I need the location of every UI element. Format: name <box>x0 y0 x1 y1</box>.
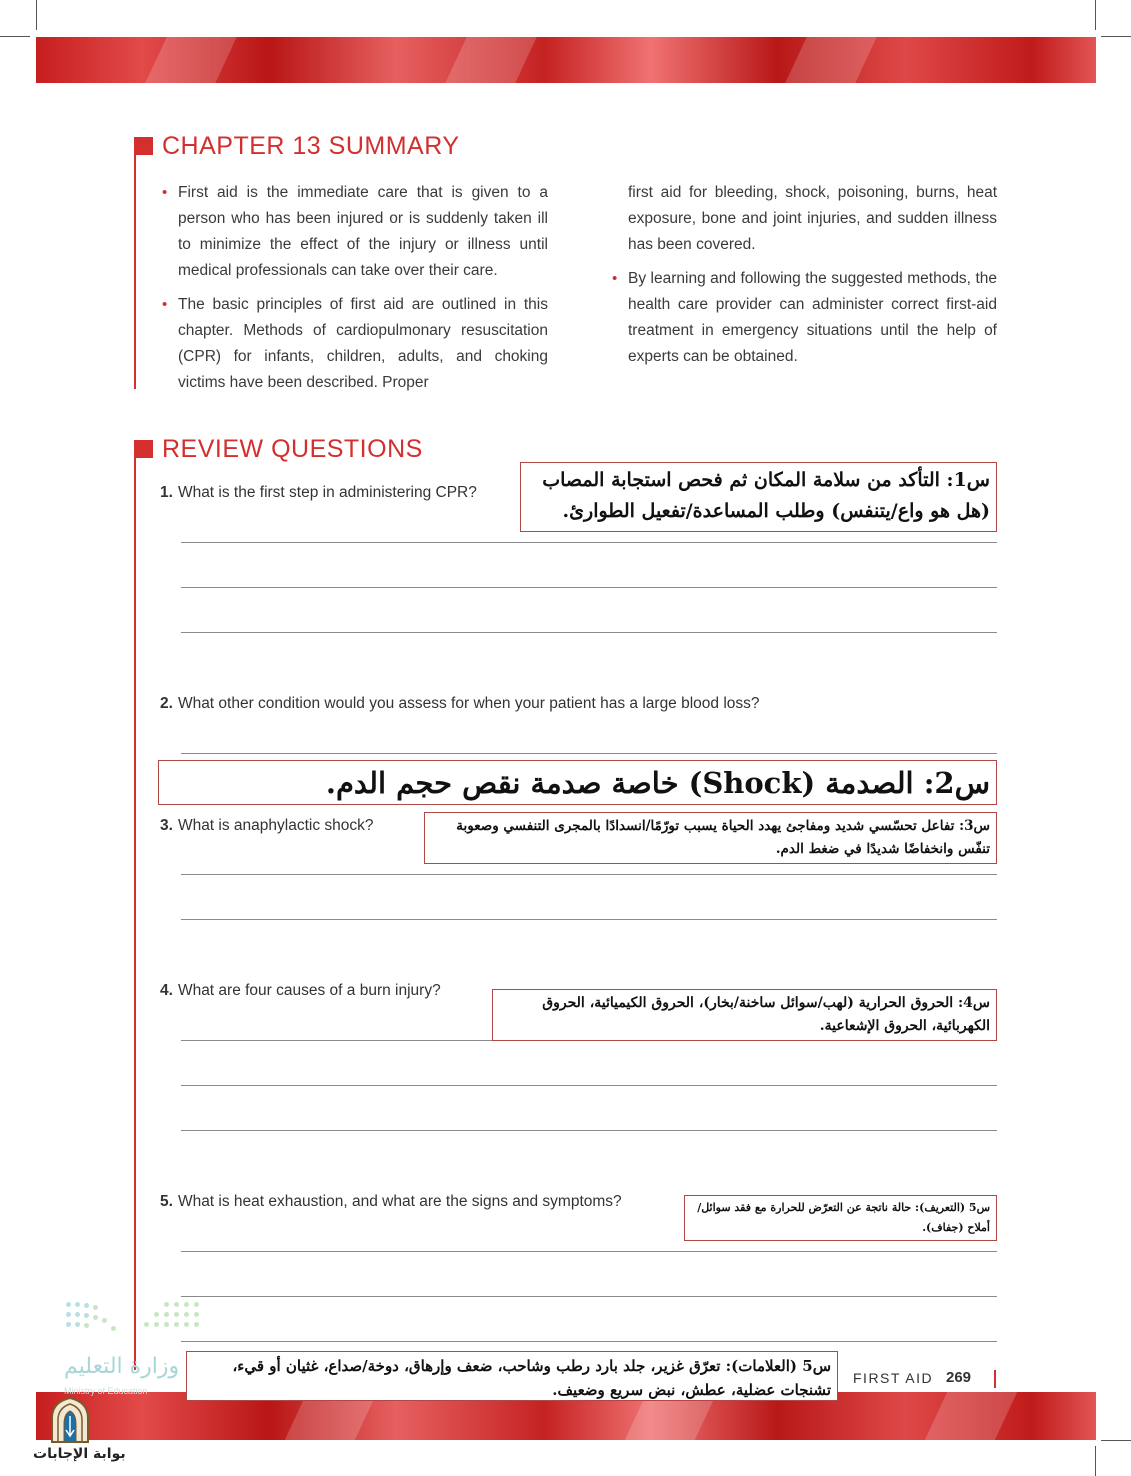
summary-bullet: • By learning and following the suggested methods, the health care provider can administer correct first-aid treatment in emergency situations until the help of experts can be obtained. <box>612 266 997 370</box>
answer-box-2: س2: الصدمة (Shock) خاصة صدمة نقص حجم الدم. <box>158 760 997 805</box>
crop-mark <box>1101 36 1131 37</box>
answer-line[interactable] <box>181 632 997 633</box>
question-4 <box>160 982 441 1000</box>
crop-mark <box>36 0 37 30</box>
summary-title: CHAPTER 13 SUMMARY <box>162 132 460 160</box>
review-title: REVIEW QUESTIONS <box>162 435 423 463</box>
answer-box-5-signs: س5 (العلامات): تعرّق غزير، جلد بارد رطب وشاحب، ضعف وإرهاق، دوخة/صداع، غثيان أو قيء، تشنجات عضلية، عطش، نبض سريع وضعيف. <box>186 1351 838 1401</box>
footer-label: FIRST AID <box>853 1370 934 1386</box>
question-text: What is the first step in administering CPR? <box>177 484 477 501</box>
page-number: 269 <box>946 1369 972 1386</box>
portal-logo-icon <box>48 1396 92 1444</box>
answer-line[interactable] <box>181 1251 997 1252</box>
question-2 <box>160 695 760 713</box>
question-text: What are four causes of a burn injury? <box>177 982 441 999</box>
answer-box-4: س4: الحروق الحرارية (لهب/سوائل ساخنة/بخار)، الحروق الكيميائية، الحروق الكهربائية، الحروق الإشعاعية. <box>492 989 997 1041</box>
question-number: 2. <box>160 695 173 712</box>
footer-bar <box>994 1370 996 1388</box>
summary-continuation: first aid for bleeding, shock, poisoning, burns, heat exposure, bone and joint injuries, and sudden illness has been covered. <box>628 184 997 253</box>
question-text: What is heat exhaustion, and what are the signs and symptoms? <box>177 1193 622 1210</box>
question-number: 4. <box>160 982 173 999</box>
summary-left-column <box>162 180 548 404</box>
summary-right-column <box>612 180 997 378</box>
summary-rule <box>134 137 136 389</box>
section-marker <box>135 440 153 458</box>
answer-line[interactable] <box>181 1085 997 1086</box>
answer-line[interactable] <box>181 874 997 875</box>
crop-mark <box>1095 1446 1096 1476</box>
ministry-logo-text: وزارة التعليم <box>64 1354 180 1379</box>
question-3 <box>160 817 374 835</box>
summary-bullet: • The basic principles of first aid are outlined in this chapter. Methods of cardiopulmonary resuscitation (CPR) for infants, children, adults, and choking victims have been described. Proper <box>162 292 548 396</box>
answer-line[interactable] <box>181 753 997 754</box>
crop-mark <box>1095 0 1096 30</box>
top-banner <box>36 37 1096 83</box>
question-1 <box>160 484 477 502</box>
question-number: 5. <box>160 1193 173 1210</box>
crop-mark <box>0 36 30 37</box>
crop-mark <box>1101 1440 1131 1441</box>
question-number: 3. <box>160 817 173 834</box>
ministry-logo-english: Ministry of Education <box>64 1386 148 1396</box>
answer-line[interactable] <box>181 919 997 920</box>
section-marker <box>135 137 153 155</box>
answer-line[interactable] <box>181 1296 997 1297</box>
summary-bullet: • First aid is the immediate care that is given to a person who has been injured or is suddenly taken ill to minimize the effect of the injury or illness until medical professionals can take over their care. <box>162 180 548 284</box>
answer-box-5-definition: س5 (التعريف): حالة ناتجة عن التعرّض للحرارة مع فقد سوائل/أملاح (جفاف). <box>684 1195 997 1241</box>
answer-line[interactable] <box>181 587 997 588</box>
review-rule <box>134 440 136 1370</box>
question-5 <box>160 1193 622 1211</box>
answer-line[interactable] <box>181 1130 997 1131</box>
question-text: What is anaphylactic shock? <box>177 817 374 834</box>
question-number: 1. <box>160 484 173 501</box>
portal-logo-text: بوابة الإجابات <box>33 1446 126 1462</box>
answer-line[interactable] <box>181 1341 997 1342</box>
answer-box-3: س3: تفاعل تحسّسي شديد ومفاجئ يهدد الحياة يسبب تورّمًا/انسدادًا بالمجرى التنفسي وصعوبة تنفّس وانخفاضًا شديدًا في ضغط الدم. <box>424 812 997 864</box>
ministry-logo-dots <box>64 1300 204 1340</box>
question-text: What other condition would you assess for when your patient has a large blood loss? <box>177 695 760 712</box>
answer-box-1: س1: التأكد من سلامة المكان ثم فحص استجابة المصاب (هل هو واع/يتنفس) وطلب المساعدة/تفعيل الطوارئ. <box>520 462 997 532</box>
answer-line[interactable] <box>181 542 997 543</box>
